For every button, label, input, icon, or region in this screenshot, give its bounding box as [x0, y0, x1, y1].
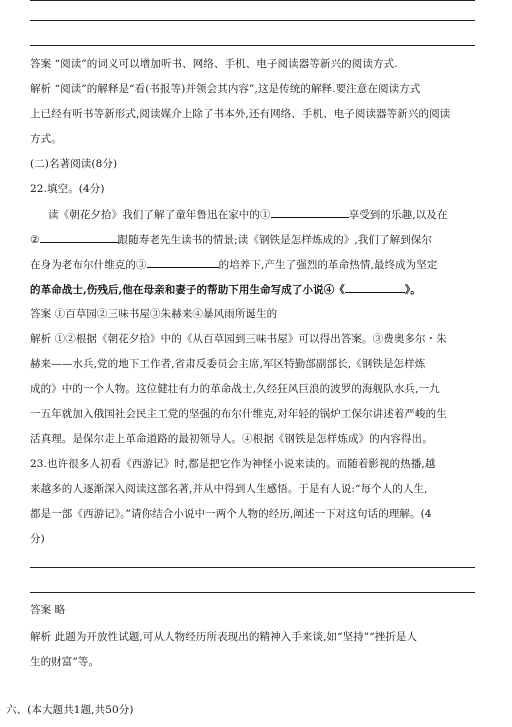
analysis-line: 上已经有听书等新形式,阅读媒介上除了书本外,还有网络、手机、电子阅读器等新兴的阅读: [30, 108, 451, 120]
answer-line: [30, 0, 475, 1]
section-heading: (二)名著阅读(8分): [30, 158, 118, 170]
answer-line[interactable]: [30, 567, 475, 568]
question-text: 》。: [404, 284, 421, 296]
question-text: 的培养下,产生了强烈的革命热情,最终成为坚定: [218, 259, 438, 271]
analysis-line: 生的财富”等。: [30, 656, 100, 668]
analysis-line: 解析 此题为开放性试题,可从人物经历所表现出的精神入手来谈,如“坚持”“挫折是人: [30, 631, 418, 643]
analysis-line: 赫来——水兵,党的地下工作者,省肃反委员会主席,军区特勤部副部长,《钢铁是怎样炼: [30, 358, 426, 370]
fill-blank-4[interactable]: [345, 282, 405, 293]
answer-line: [30, 45, 475, 46]
question-text: 享受到的乐趣,以及在: [348, 209, 448, 221]
question-text: 读《朝花夕拾》我们了解了童年鲁迅在家中的①: [48, 209, 271, 221]
question-line: [30, 282, 478, 297]
fill-blank-1[interactable]: [271, 207, 349, 218]
question-line: 都是一部《西游记》。”请你结合小说中一两个人物的经历,阐述一下对这句话的理解。(4: [30, 508, 432, 520]
question-text: 在身为老布尔什维克的③: [30, 259, 147, 271]
answer-line: [30, 20, 475, 21]
question-line: [30, 232, 478, 247]
analysis-line: 一五年就加入俄国社会民主工党的坚强的布尔什维克,对年轻的锅炉工保尔讲述着严峻的生: [30, 408, 447, 420]
question-line: [30, 257, 478, 272]
answer-text: 答案 略: [30, 604, 66, 616]
question-line: 分): [30, 533, 45, 545]
question-text: 跟随寿老先生读书的情景;读《钢铁是怎样炼成的》,我们了解到保尔: [117, 234, 432, 246]
question-text: 的革命战士,伤残后,他在母亲和妻子的帮助下用生命写成了小说④《: [30, 284, 345, 296]
question-line: 来越多的人逐渐深入阅读这部名著,并从中得到人生感悟。于是有人说:“每个人的人生,: [30, 483, 428, 495]
fill-blank-3[interactable]: [147, 257, 219, 268]
analysis-line: 方式。: [30, 133, 62, 145]
analysis-line: 解析 ①②根据《朝花夕拾》中的《从百草园到三味书屋》可以得出答案。③费奥多尔・朱: [30, 333, 447, 345]
fill-blank-2[interactable]: [40, 232, 118, 243]
question-text: ②: [30, 234, 40, 246]
question-heading: 22.填空。(4分): [30, 183, 105, 195]
analysis-line: 成的》中的一个人物。这位健壮有力的革命战士,久经狂风巨浪的波罗的海舰队水兵,一九: [30, 383, 440, 395]
answer-text: 答案 ①百草园②三味书屋③朱赫来④暴风雨所诞生的: [30, 308, 278, 320]
answer-line[interactable]: [30, 592, 475, 593]
analysis-line: 解析 “阅读”的解释是“看(书报等)并领会其内容”,这是传统的解释.要注意在阅读方式: [30, 83, 421, 95]
analysis-line: 活真理。是保尔走上革命道路的最初领导人。④根据《钢铁是怎样炼成》的内容得出。: [30, 433, 433, 445]
question-line: 23.也许很多人初看《西游记》时,都是把它作为神怪小说来读的。而随着影视的热播,越: [30, 458, 436, 470]
question-line: [48, 207, 478, 222]
answer-text: 答案 “阅读”的词义可以增加听书、网络、手机、电子阅读器等新兴的阅读方式.: [30, 58, 398, 70]
section-heading: 六、(本大题共1题,共50分): [6, 704, 134, 716]
